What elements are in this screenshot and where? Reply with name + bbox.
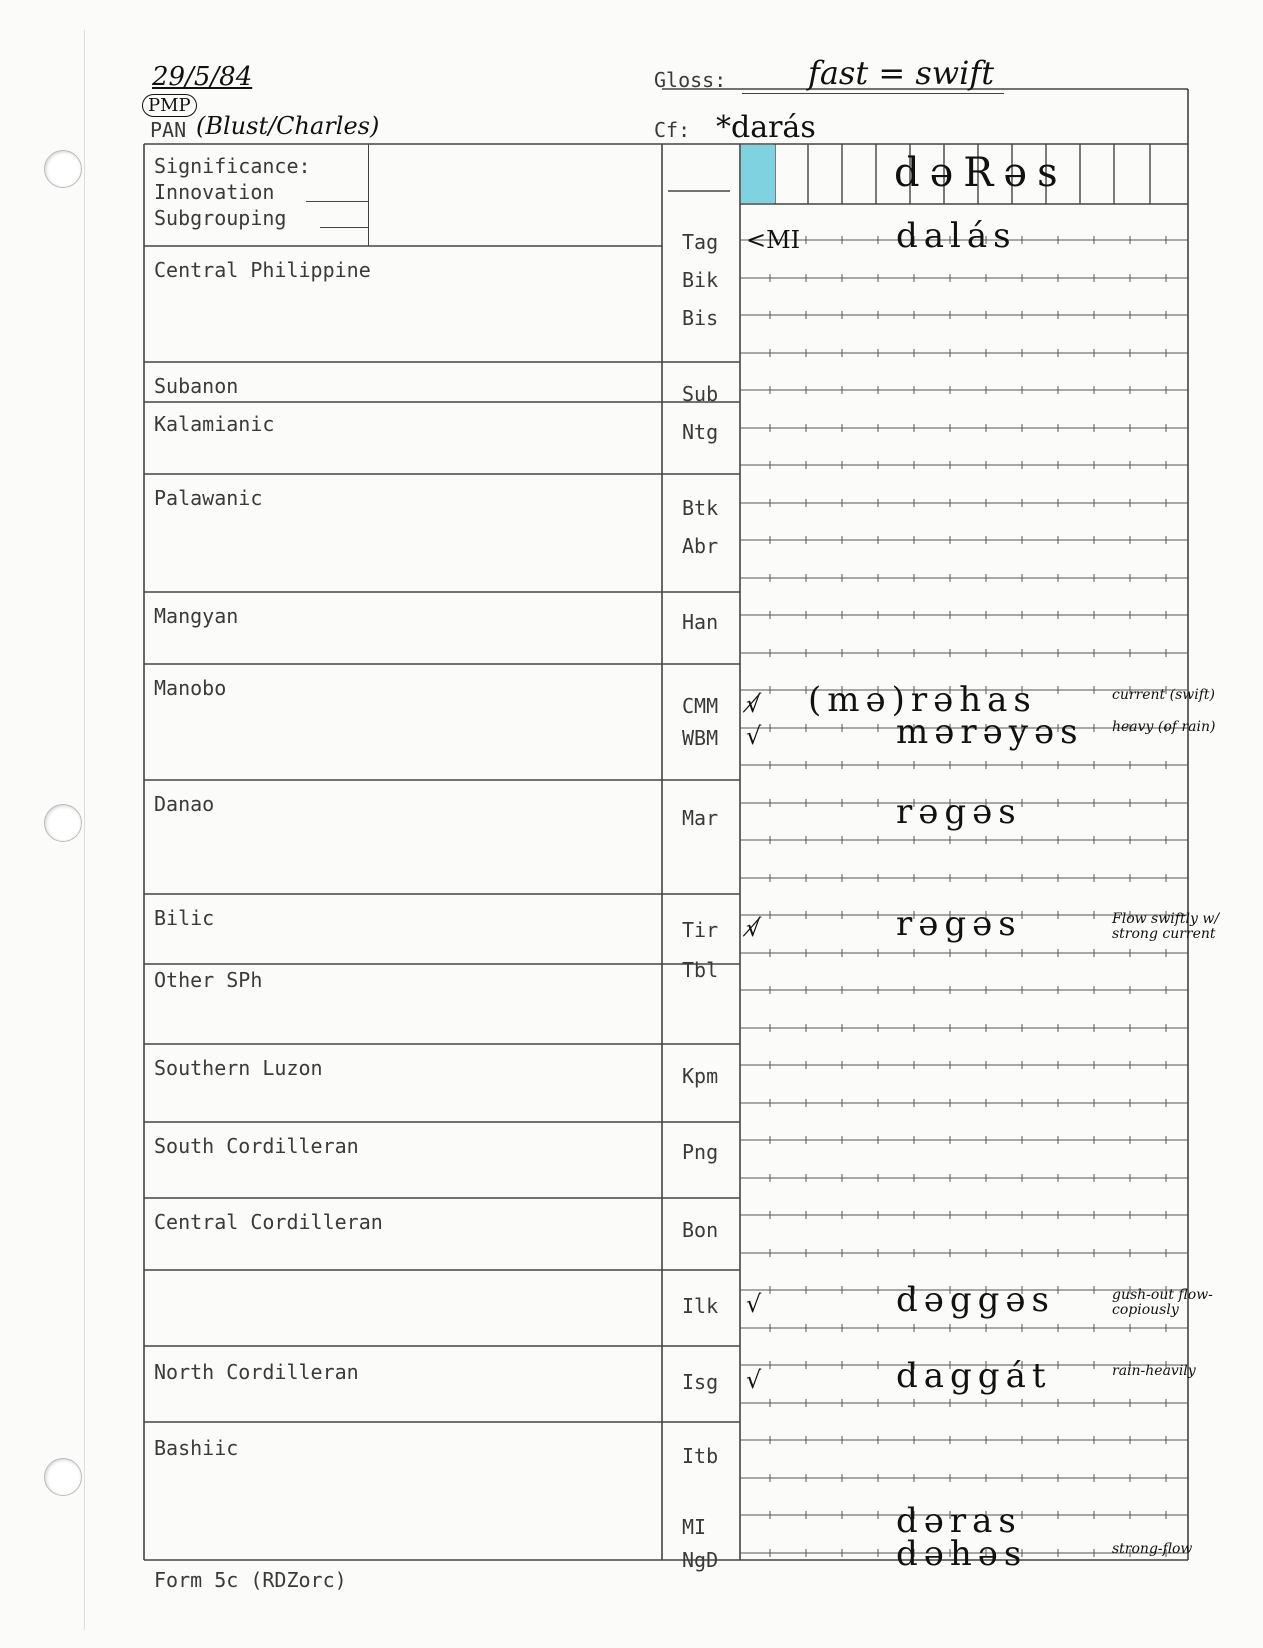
language-code: Itb [682, 1444, 719, 1468]
gloss-value: fast = swift [808, 54, 995, 92]
check-mark: √̸ [746, 690, 762, 718]
pmp-label: PMP [142, 94, 197, 117]
reflex-form: dəhəs [896, 1534, 1028, 1574]
reflex-form: daggát [896, 1356, 1052, 1396]
check-mark: √̸ [746, 914, 762, 942]
group-label-manobo: Manobo [154, 676, 227, 700]
date-field: 29/5/84 [152, 62, 253, 92]
innovation-label: Innovation [154, 180, 275, 204]
reflex-form: mərəyəs [896, 712, 1084, 752]
gloss-note: strong-flow [1112, 1541, 1193, 1557]
highlight-cell [741, 145, 775, 203]
gloss-note: gush-out flow-copiously [1112, 1287, 1213, 1318]
language-code: Btk [682, 496, 719, 520]
language-code: Sub [682, 382, 719, 406]
pan-label: PAN [150, 118, 187, 142]
group-label-south-cordilleran: South Cordilleran [154, 1134, 359, 1158]
language-code: Ntg [682, 420, 719, 444]
reflex-form: (mə)rəhas [808, 680, 1037, 720]
group-label-southern-luzon: Southern Luzon [154, 1056, 323, 1080]
language-code: Ilk [682, 1294, 719, 1318]
group-label-danao: Danao [154, 792, 215, 816]
group-label-central-cordilleran: Central Cordilleran [154, 1210, 383, 1234]
group-label-bashiic: Bashiic [154, 1436, 239, 1460]
group-label-north-cordilleran: North Cordilleran [154, 1360, 359, 1384]
check-mark: <MI [746, 226, 801, 254]
gloss-note: rain-heavily [1112, 1363, 1196, 1379]
language-code: Isg [682, 1370, 719, 1394]
language-code: Han [682, 610, 719, 634]
group-label-palawanic: Palawanic [154, 486, 263, 510]
language-code: Tbl [682, 958, 719, 982]
gloss-note: Flow swiftly w/ strong current [1112, 911, 1220, 942]
language-code: NgD [682, 1548, 719, 1572]
reflex-form: rəgəs [896, 904, 1022, 944]
reflex-form: dəras [896, 1501, 1022, 1541]
language-code: MI [682, 1515, 707, 1539]
subgrouping-label: Subgrouping [154, 206, 287, 230]
gloss-note: current (swift) [1112, 687, 1215, 703]
language-code: Bon [682, 1218, 719, 1242]
reflex-form: dalás [896, 216, 1017, 256]
reflex-form: dəggəs [896, 1280, 1055, 1320]
language-code: Png [682, 1140, 719, 1164]
language-code: Abr [682, 534, 719, 558]
language-code: Tag [682, 230, 719, 254]
cf-value: *darás [716, 110, 816, 145]
language-code: Bik [682, 268, 719, 292]
reconstruction-form: dəRəs [894, 150, 1068, 196]
language-code: CMM [682, 694, 719, 718]
language-code: Tir [682, 918, 719, 942]
subgrouping-blank[interactable] [320, 227, 368, 228]
innovation-blank[interactable] [306, 201, 368, 202]
significance-box-right [368, 144, 369, 246]
language-code: WBM [682, 726, 719, 750]
language-code: Kpm [682, 1064, 719, 1088]
gloss-label: Gloss: [654, 68, 727, 92]
author-field: (Blust/Charles) [196, 112, 380, 140]
gloss-underline [742, 93, 1004, 94]
gloss-note: heavy (of rain) [1112, 719, 1216, 735]
language-code: Bis [682, 306, 719, 330]
check-mark: √ [746, 1290, 762, 1318]
significance-label: Significance: [154, 154, 311, 178]
check-mark: √ [746, 722, 762, 750]
group-label-bilic: Bilic [154, 906, 215, 930]
form-footer: Form 5c (RDZorc) [154, 1568, 347, 1592]
group-label-other-sph: Other SPh [154, 968, 263, 992]
group-label-kalamianic: Kalamianic [154, 412, 275, 436]
group-label-mangyan: Mangyan [154, 604, 239, 628]
group-label-central-philippine: Central Philippine [154, 258, 371, 282]
language-code: Mar [682, 806, 719, 830]
reflex-form: rəgəs [896, 792, 1022, 832]
cf-label: Cf: [654, 118, 691, 142]
group-label-subanon: Subanon [154, 374, 239, 398]
check-mark: √ [746, 1366, 762, 1394]
